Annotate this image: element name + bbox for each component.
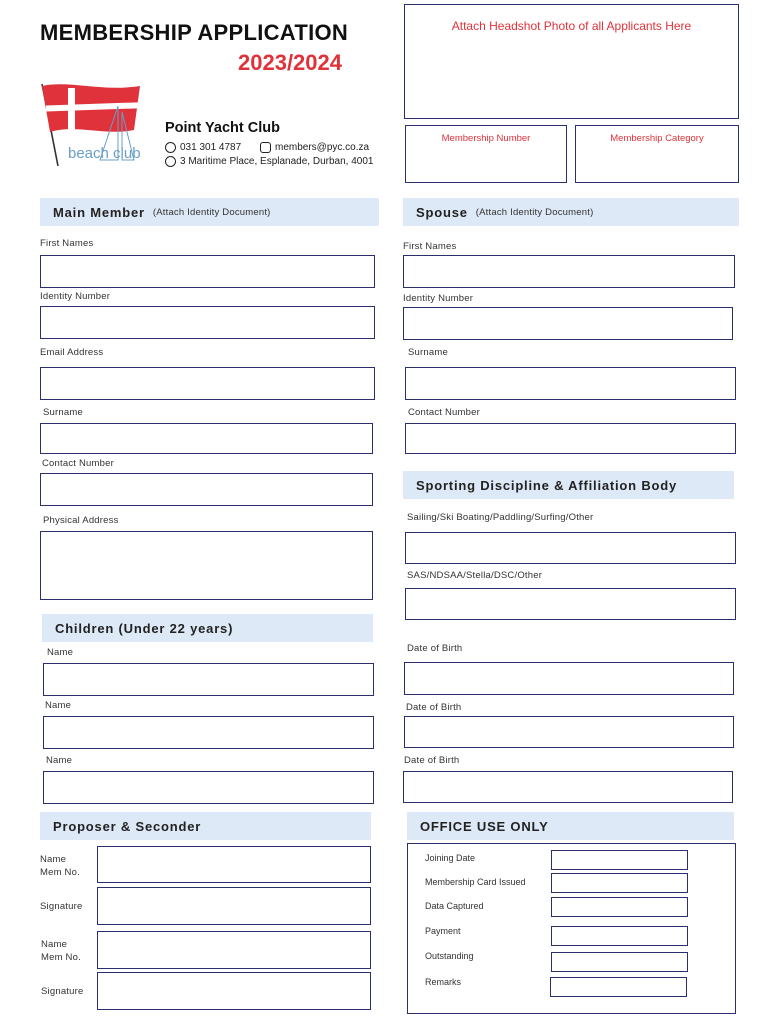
office-card-label: Membership Card Issued <box>425 877 526 887</box>
office-joining-label: Joining Date <box>425 853 476 863</box>
seconder-signature-label: Signature <box>41 986 84 997</box>
form-year: 2023/2024 <box>238 50 342 75</box>
form-title: MEMBERSHIP APPLICATION <box>40 20 349 45</box>
office-payment-field[interactable] <box>551 926 688 946</box>
office-payment-label: Payment <box>425 926 461 936</box>
main-address-field[interactable] <box>40 531 373 600</box>
seconder-name-field[interactable] <box>97 931 371 969</box>
proposer-name-label: Name <box>40 854 67 865</box>
office-card-field[interactable] <box>551 873 688 893</box>
sporting-discipline-label: Sailing/Ski Boating/Paddling/Surfing/Other <box>407 512 594 523</box>
child-3-name-field[interactable] <box>43 771 374 804</box>
proposer-header: Proposer & Seconder <box>40 812 371 840</box>
office-data-label: Data Captured <box>425 901 484 911</box>
main-member-header: Main Member (Attach Identity Document) <box>40 198 379 226</box>
child-2-dob-field[interactable] <box>404 716 734 748</box>
child-3-dob-field[interactable] <box>403 771 733 803</box>
spouse-identity-field[interactable] <box>403 307 733 340</box>
office-remarks-field[interactable] <box>550 977 687 997</box>
logo-wordmark: beach club <box>68 145 141 162</box>
office-panel <box>407 843 736 1014</box>
spouse-first-names-field[interactable] <box>403 255 735 288</box>
affiliation-body-field[interactable] <box>405 588 736 620</box>
seconder-signature-field[interactable] <box>97 972 371 1010</box>
main-email-label: Email Address <box>40 347 104 358</box>
club-name: Point Yacht Club <box>165 120 280 136</box>
location-pin-icon <box>165 156 176 167</box>
child-2-name-label: Name <box>45 700 72 711</box>
main-first-names-field[interactable] <box>40 255 375 288</box>
affiliation-body-label: SAS/NDSAA/Stella/DSC/Other <box>407 570 543 581</box>
main-identity-field[interactable] <box>40 306 375 339</box>
headshot-photo-box[interactable] <box>404 4 739 119</box>
office-outstanding-label: Outstanding <box>425 951 474 961</box>
club-email: members@pyc.co.za <box>260 142 369 153</box>
spouse-surname-label: Surname <box>408 347 448 358</box>
main-surname-label: Surname <box>43 407 83 418</box>
spouse-header: Spouse (Attach Identity Document) <box>403 198 739 226</box>
main-contact-label: Contact Number <box>42 458 114 469</box>
main-email-field[interactable] <box>40 367 375 400</box>
membership-category-label: Membership Category <box>610 133 704 144</box>
child-2-name-field[interactable] <box>43 716 374 749</box>
membership-category-box[interactable] <box>575 125 739 183</box>
sporting-discipline-field[interactable] <box>405 532 736 564</box>
spouse-contact-field[interactable] <box>405 423 736 454</box>
spouse-identity-label: Identity Number <box>403 293 474 304</box>
sporting-header: Sporting Discipline & Affiliation Body <box>403 471 734 499</box>
child-1-dob-label: Date of Birth <box>407 643 463 654</box>
main-first-names-label: First Names <box>40 238 94 249</box>
child-1-dob-field[interactable] <box>404 662 734 695</box>
seconder-name-label: Name <box>41 939 68 950</box>
child-1-name-field[interactable] <box>43 663 374 696</box>
seconder-mem-label: Mem No. <box>41 952 81 963</box>
club-logo <box>30 78 158 178</box>
proposer-signature-field[interactable] <box>97 887 371 925</box>
spouse-surname-field[interactable] <box>405 367 736 400</box>
child-3-name-label: Name <box>46 755 73 766</box>
membership-number-box[interactable] <box>405 125 567 183</box>
main-address-label: Physical Address <box>43 515 119 526</box>
main-surname-field[interactable] <box>40 423 373 454</box>
spouse-first-names-label: First Names <box>403 241 457 252</box>
office-remarks-label: Remarks <box>425 977 462 987</box>
child-3-dob-label: Date of Birth <box>404 755 460 766</box>
office-joining-field[interactable] <box>551 850 688 870</box>
club-phone: 031 301 4787 <box>165 142 241 153</box>
child-1-name-label: Name <box>47 647 74 658</box>
proposer-name-field[interactable] <box>97 846 371 883</box>
office-outstanding-field[interactable] <box>551 952 688 972</box>
children-header: Children (Under 22 years) <box>42 614 373 642</box>
child-2-dob-label: Date of Birth <box>406 702 462 713</box>
membership-number-label: Membership Number <box>441 133 531 144</box>
office-header: OFFICE USE ONLY <box>407 812 734 840</box>
phone-icon <box>165 142 176 153</box>
mail-icon <box>260 142 271 153</box>
proposer-signature-label: Signature <box>40 901 83 912</box>
proposer-mem-label: Mem No. <box>40 867 80 878</box>
office-data-field[interactable] <box>551 897 688 917</box>
club-address: 3 Maritime Place, Esplanade, Durban, 4001 <box>165 156 373 167</box>
main-identity-label: Identity Number <box>40 291 111 302</box>
photo-instruction: Attach Headshot Photo of all Applicants Here <box>451 19 692 33</box>
spouse-contact-label: Contact Number <box>408 407 480 418</box>
main-contact-field[interactable] <box>40 473 373 506</box>
